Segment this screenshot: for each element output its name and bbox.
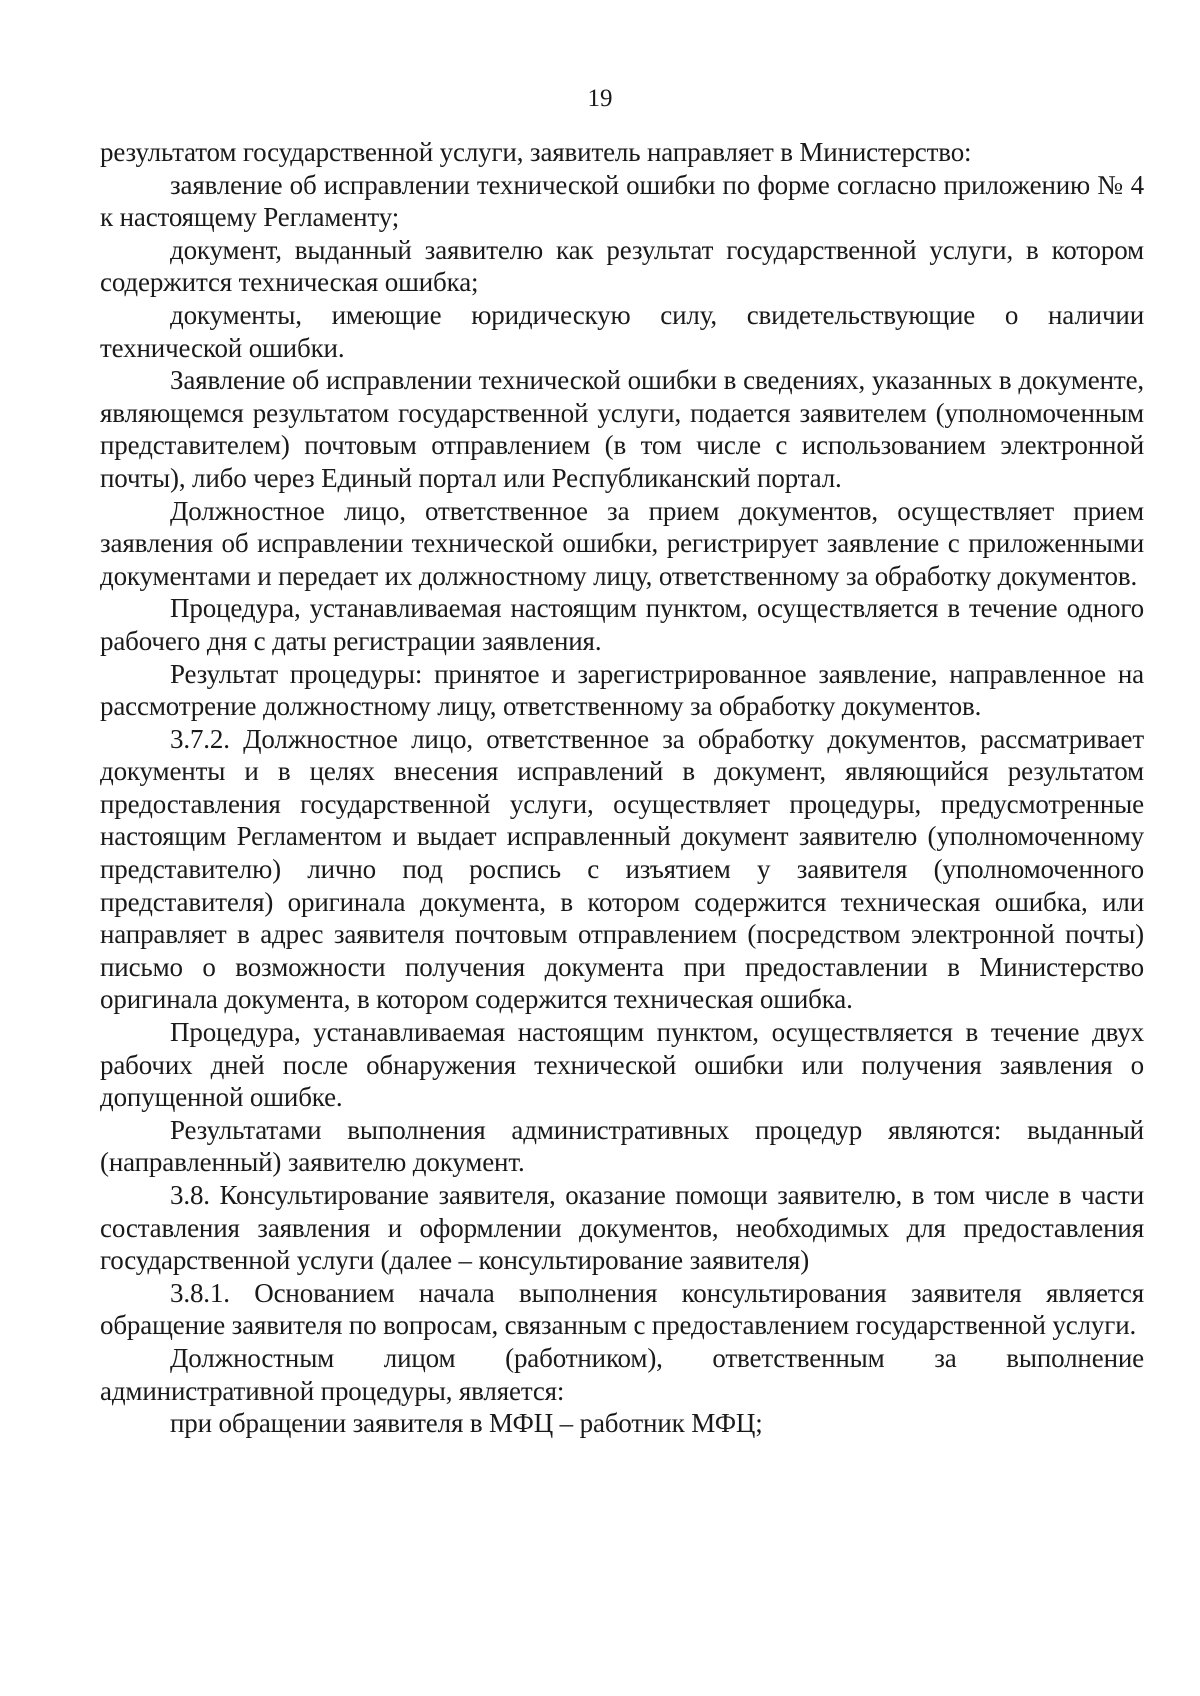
paragraph: заявление об исправлении технической ошибки по форме согласно приложению № 4 к настоящему Регламенту;	[100, 169, 1144, 233]
paragraph: Результатами выполнения административных процедур являются: выданный (направленный) заявителю документ.	[100, 1114, 1144, 1178]
paragraph-3-8: 3.8. Консультирование заявителя, оказание помощи заявителю, в том числе в части составления заявления и оформлении документов, необходимых для предоставления государственной услуги (далее – консультирование заявителя)	[100, 1180, 1144, 1276]
paragraph-3-8-1: 3.8.1. Основанием начала выполнения консультирования заявителя является обращение заявителя по вопросам, связанным с предоставлением государственной услуги.	[100, 1277, 1144, 1341]
paragraph-3-7-2: 3.7.2. Должностное лицо, ответственное за обработку документов, рассматривает документы и в целях внесения исправлений в документ, являющийся результатом предоставления государственной услуги, осуществляет процедуры, предусмотренные настоящим Регламентом и выдает исправленный документ заявителю (уполномоченному представителю) лично под роспись с изъятием у заявителя (уполномоченного представителя) оригинала документа, в котором содержится техническая ошибка, или направляет в адрес заявителя почтовым отправлением (посредством электронной почты) письмо о возможности получения документа при предоставлении в Министерство оригинала документа, в котором содержится техническая ошибка.	[100, 723, 1144, 1015]
paragraph: документы, имеющие юридическую силу, свидетельствующие о наличии технической ошибки.	[100, 299, 1144, 363]
paragraph: Заявление об исправлении технической ошибки в сведениях, указанных в документе, являющемся результатом государственной услуги, подается заявителем (уполномоченным представителем) почтовым отправлением (в том числе с использованием электронной почты), либо через Единый портал или Республиканский портал.	[100, 365, 1144, 493]
paragraph: Результат процедуры: принятое и зарегистрированное заявление, направленное на рассмотрение должностному лицу, ответственному за обработку документов.	[100, 658, 1144, 722]
paragraph: при обращении заявителя в МФЦ – работник МФЦ;	[170, 1408, 763, 1439]
page-number: 19	[587, 85, 613, 112]
paragraph-continuation: результатом государственной услуги, заявитель направляет в Министерство:	[100, 137, 972, 167]
paragraph: Процедура, устанавливаемая настоящим пунктом, осуществляется в течение одного рабочего дня с даты регистрации заявления.	[100, 593, 1144, 656]
paragraph: Должностное лицо, ответственное за прием документов, осуществляет прием заявления об исправлении технической ошибки, регистрирует заявление с приложенными документами и передает их должностному лицу, ответственному за обработку документов.	[100, 495, 1144, 591]
document-body	[100, 136, 1144, 1440]
paragraph: Процедура, устанавливаемая настоящим пунктом, осуществляется в течение двух рабочих дней после обнаружения технической ошибки или получения заявления о допущенной ошибке.	[100, 1017, 1144, 1113]
paragraph: документ, выданный заявителю как результат государственной услуги, в котором содержится техническая ошибка;	[100, 234, 1144, 298]
paragraph: Должностным лицом (работником), ответственным за выполнение административной процедуры, является:	[100, 1342, 1144, 1406]
